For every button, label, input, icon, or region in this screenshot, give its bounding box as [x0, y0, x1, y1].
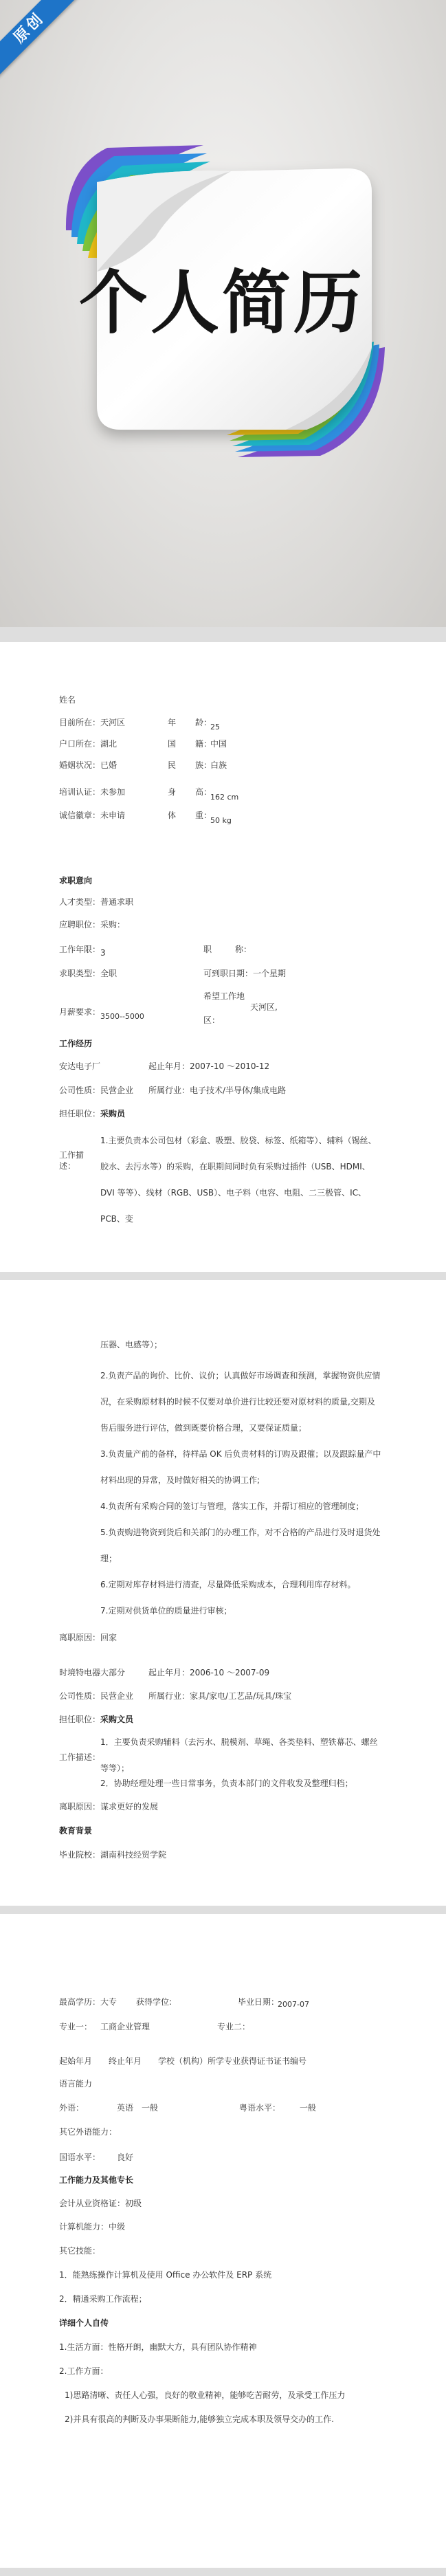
leave-reason-2: 离职原因：谋求更好的发展 — [59, 1802, 159, 1812]
duty2-text-1: 1．主要负责采购辅料（去污水、脱模剂、草绳、各类垫料、塑铁幕芯、螺丝等等）； — [100, 1737, 378, 1773]
section-title-skills: 工作能力及其他专长 — [59, 2175, 134, 2185]
grad-value: 2007-07 — [278, 2000, 309, 2009]
title-label: 职 — [203, 945, 212, 954]
company2-dept-value: 采购文员 — [100, 1715, 134, 1724]
page-separator — [0, 627, 446, 642]
info-height: 162 cm — [210, 793, 239, 802]
duty-label: 工作描述： — [59, 1150, 85, 1171]
cover-section — [0, 0, 446, 627]
company1-industry: 所属行业：电子技术/半导体/集成电路 — [148, 1086, 287, 1095]
computer-skill: 计算机能力：中级 — [59, 2222, 126, 2232]
salary-value: 3500--5000 — [100, 1012, 144, 1021]
duty-text: 1.主要负责本公司包材（彩盒、吸塑、胶袋、标签、纸箱等）、辅料（锡丝、胶水、去污水等）的采购，在职期间同时负有采购过插件（USB、HDMI、DVI 等等）、线材（RGB、USB）、电子料（电容、电阻、二三极管、IC、PCB、变 — [100, 1136, 377, 1224]
company1-dates: 起止年月：2007-10 ～2010-12 — [148, 1061, 270, 1071]
info-label-char: 民 — [168, 760, 177, 770]
major1-value: 工商企业管理 — [100, 2022, 150, 2032]
info-label-char: 体 — [168, 811, 177, 820]
company1-nature: 公司性质：民营企业 — [59, 1086, 134, 1095]
duty-item-4: 4.负责所有采购合同的签订与管理，落实工作，并帮订相应的管理制度； — [100, 1501, 364, 1511]
foreign-label: 外语： — [59, 2103, 85, 2113]
info-location: 目前所在：天河区 — [59, 718, 126, 727]
page-separator — [0, 2568, 446, 2576]
available-date: 可到职日期：一个星期 — [203, 969, 287, 978]
bio-work-label: 2.工作方面： — [59, 2366, 109, 2376]
section-title-language: 语言能力 — [59, 2079, 93, 2089]
cert-label: 获得学位: — [136, 1997, 172, 2007]
title-label-2: 称： — [235, 945, 252, 954]
skill-1: 1．能熟练操作计算机及使用 Office 办公软件及 ERP 系统 — [59, 2270, 272, 2280]
other-skills-label: 其它技能： — [59, 2246, 101, 2256]
cantonese-value: 一般 — [300, 2103, 317, 2113]
foreign-language: 英语 — [117, 2103, 134, 2113]
edu-table-header: 起始年月 终止年月 学校（机构）所学专业获得证书证书编号 — [59, 2056, 307, 2066]
company1-dept-value: 采购员 — [100, 1109, 126, 1119]
bio-work-2: 2)并具有很高的判断及办事果断能力,能够独立完成本职及领导交办的工作. — [65, 2414, 334, 2424]
info-age: 25 — [210, 723, 220, 731]
info-label-char: 重： — [195, 811, 212, 820]
workplace-value: 天河区, — [250, 1002, 278, 1012]
duty2-text-2: 2．协助经理处理一些日常事务，负责本部门的文件收发及整理归档； — [100, 1779, 353, 1788]
mandarin-value: 良好 — [117, 2153, 134, 2162]
leave-reason: 离职原因：回家 — [59, 1633, 118, 1642]
info-label-char: 国 — [168, 739, 177, 749]
company1-name: 安达电子厂 — [59, 1061, 101, 1071]
company2-industry: 所属行业：家具/家电/工艺品/玩具/珠宝 — [148, 1691, 292, 1701]
badge-label: 原创 — [0, 0, 79, 78]
company2-dates: 起止年月：2006-10 ～2007-09 — [148, 1668, 270, 1677]
info-ethnicity: 白族 — [210, 760, 227, 770]
section-title-experience: 工作经历 — [59, 1039, 93, 1048]
workplace-label-2: 区： — [203, 1015, 221, 1025]
info-marital: 婚姻状况：已婚 — [59, 760, 118, 770]
company2-dept-label: 担任职位： — [59, 1715, 101, 1724]
company2-name: 时境特电器大部分 — [59, 1668, 126, 1677]
other-language: 其它外语能力： — [59, 2127, 118, 2137]
info-label-char: 族： — [195, 760, 212, 770]
info-hukou: 户口所在：湖北 — [59, 739, 118, 749]
duty-item-5: 5.负责购进物资到货后和关部门的办理工作，对不合格的产品进行及时退货处理； — [100, 1528, 381, 1563]
info-weight: 50 kg — [210, 816, 232, 825]
mandarin-label: 国语水平： — [59, 2153, 101, 2162]
skill-2: 2．精通采购工作流程； — [59, 2294, 147, 2304]
bio-work-1: 1)思路清晰、责任人心强，良好的敬业精神，能够吃苦耐劳，及承受工作压力 — [65, 2390, 346, 2400]
grad-label: 毕业日期： — [238, 1997, 280, 2007]
name-label: 姓名 — [59, 695, 76, 705]
foreign-level: 一般 — [142, 2103, 159, 2113]
page-separator — [0, 1272, 446, 1280]
work-years-value: 3 — [100, 948, 106, 958]
info-badge: 诚信徽章：未申请 — [59, 811, 126, 820]
section-title-bio: 详细个人自传 — [59, 2318, 109, 2328]
work-years-label: 工作年限： — [59, 945, 101, 954]
section-title-intent: 求职意向 — [59, 876, 93, 885]
talent-type: 人才类型：普通求职 — [59, 897, 134, 907]
page-separator — [0, 1906, 446, 1914]
duty2-label: 工作描述： — [59, 1752, 101, 1762]
info-label-char: 龄： — [195, 718, 212, 727]
school: 毕业院校：湖南科技经贸学院 — [59, 1850, 167, 1860]
bio-life: 1.生活方面：性格开朗，幽默大方，具有团队协作精神 — [59, 2342, 257, 2352]
accounting-cert: 会计从业资格证：初级 — [59, 2199, 142, 2208]
duty-item-6: 6.定期对库存材料进行清查，尽量降低采购成本，合理利用库存材料。 — [100, 1580, 356, 1589]
job-type: 求职类型：全职 — [59, 969, 118, 978]
cantonese-label: 粤语水平： — [239, 2103, 281, 2113]
duty-item-3: 3.负责量产前的备样，待样品 OK 后负责材料的订购及跟催；以及跟踪量产中材料出现的异常，及时做好相关的协调工作; — [100, 1449, 381, 1485]
duty-item-2: 2.负责产品的询价、比价、议价；认真做好市场调查和预测，掌握物资供应情况，在采购原材料的时候不仅要对单价进行比较还要对原材料的质量,交期及售后服务进行评估，做到既要价格合理，又要保证质量； — [100, 1371, 381, 1433]
info-nationality: 中国 — [210, 739, 227, 749]
info-label-char: 身 — [168, 787, 177, 797]
info-label-char: 高： — [195, 787, 212, 797]
job-apply: 应聘职位：采购： — [59, 920, 126, 929]
info-training: 培训认证：未参加 — [59, 787, 126, 797]
duty-item-7: 7.定期对供货单位的质量进行审核； — [100, 1606, 232, 1616]
workplace-label: 希望工作地 — [203, 991, 245, 1001]
info-label-char: 年 — [168, 718, 177, 727]
degree: 最高学历：大专 — [59, 1997, 118, 2007]
cover-title: 个人简历 — [79, 263, 365, 343]
salary-label: 月薪要求： — [59, 1007, 101, 1017]
section-title-education: 教育背景 — [59, 1826, 93, 1836]
info-label-char: 籍： — [195, 739, 212, 749]
major1-label: 专业一： — [59, 2022, 93, 2032]
major2-label: 专业二： — [217, 2022, 251, 2032]
company2-nature: 公司性质：民营企业 — [59, 1691, 134, 1701]
original-badge — [0, 0, 82, 82]
company1-dept-label: 担任职位： — [59, 1109, 101, 1119]
duty-text-continued: 压器、电感等）； — [100, 1340, 163, 1350]
